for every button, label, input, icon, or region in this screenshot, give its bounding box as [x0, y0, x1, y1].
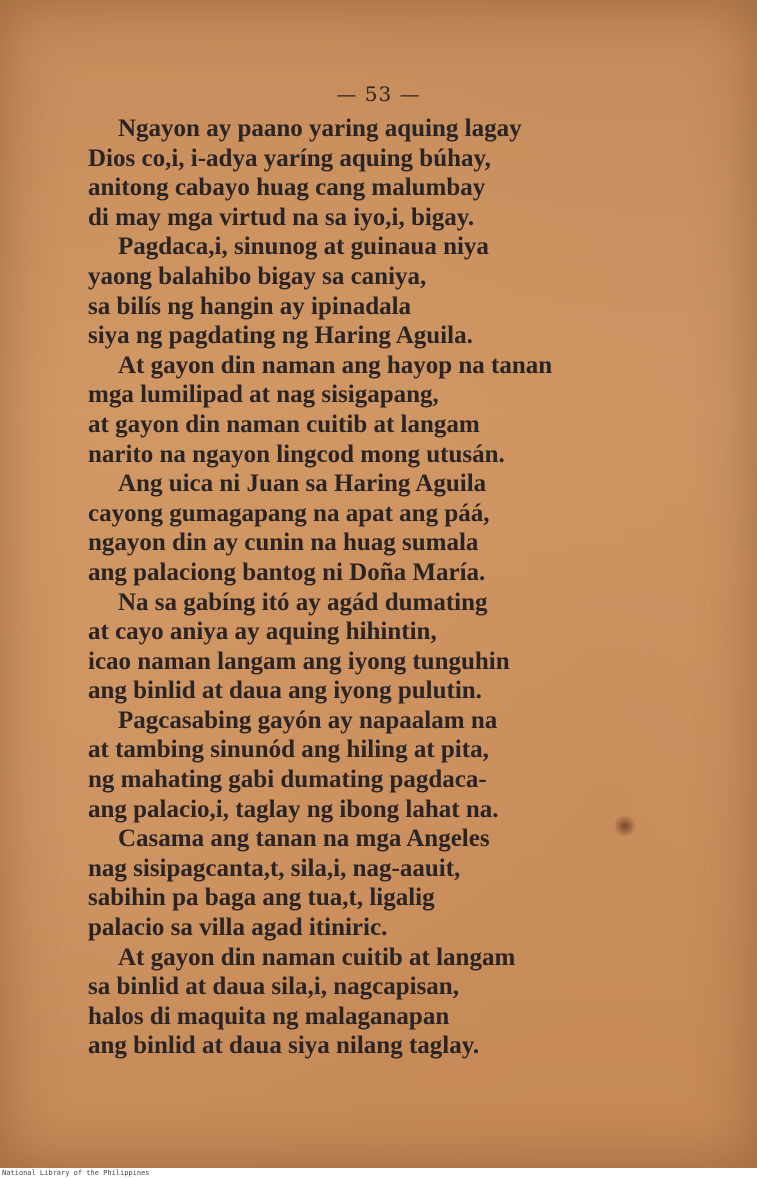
- poem-line: halos di maquita ng malaganapan: [88, 1002, 450, 1030]
- poem-line: ang palaciong bantog ni Doña María.: [88, 558, 486, 586]
- poem-line: at cayo aniya ay aquing hihintin,: [88, 618, 437, 646]
- poem-line: ng mahating gabi dumating pagdaca-: [88, 766, 487, 794]
- stanza: [88, 706, 708, 824]
- poem-line: sa bilís ng hangin ay ipinadala: [88, 292, 412, 320]
- poem-line: Casama ang tanan na mga Angeles: [118, 825, 490, 853]
- poem-line: at gayon din naman cuitib at langam: [88, 410, 480, 438]
- stanza: [88, 469, 708, 587]
- poem-line: at tambing sinunód ang hiling at pita,: [88, 736, 489, 764]
- poem-line: sa binlid at daua sila,i, nagcapisan,: [88, 973, 459, 1001]
- poem-line: Pagdaca,i, sinunog at guinaua niya: [118, 233, 489, 261]
- stanza: [88, 943, 708, 1061]
- poem-line: Dios co,i, i-adya yaríng aquing búhay,: [88, 144, 491, 172]
- stanza: [88, 588, 708, 706]
- poem-line: At gayon din naman cuitib at langam: [118, 943, 516, 971]
- poem-line: anitong cabayo huag cang malumbay: [88, 174, 486, 202]
- page-number: — 53 —: [336, 82, 421, 106]
- poem-line: siya ng pagdating ng Haring Aguila.: [88, 322, 473, 350]
- poem-line: icao naman langam ang iyong tunguhin: [88, 647, 510, 675]
- poem-line: mga lumilipad at nag sisigapang,: [88, 381, 439, 409]
- poem-line: ang palacio,i, taglay ng ibong lahat na.: [88, 795, 499, 823]
- stanza: [88, 114, 708, 232]
- stanza: [88, 824, 708, 942]
- poem-line: cayong gumagapang na apat ang páá,: [88, 499, 490, 527]
- poem-line: Na sa gabíng itó ay agád dumating: [118, 588, 488, 616]
- poem-line: di may mga virtud na sa iyo,i, bigay.: [88, 203, 475, 231]
- poem-text: [88, 114, 708, 1061]
- poem-line: At gayon din naman ang hayop na tanan: [118, 351, 553, 379]
- poem-line: ngayon din ay cunin na huag sumala: [88, 529, 479, 557]
- poem-line: Ngayon ay paano yaring aquing lagay: [118, 115, 522, 142]
- stanza: [88, 232, 708, 350]
- library-credit: National Library of the Philippines: [2, 1169, 150, 1177]
- poem-line: nag sisipagcanta,t, sila,i, nag-aauit,: [88, 854, 461, 882]
- poem-line: ang binlid at daua ang iyong pulutin.: [88, 677, 482, 705]
- poem-line: palacio sa villa agad itiniric.: [88, 914, 388, 942]
- poem-line: ang binlid at daua siya nilang taglay.: [88, 1032, 480, 1060]
- poem-line: yaong balahibo bigay sa caniya,: [88, 262, 427, 290]
- poem-line: Ang uica ni Juan sa Haring Aguila: [118, 470, 487, 498]
- stanza: [88, 351, 708, 469]
- poem-line: sabihin pa baga ang tua,t, ligalig: [88, 884, 435, 912]
- poem-line: Pagcasabing gayón ay napaalam na: [118, 706, 498, 734]
- poem-line: narito na ngayon lingcod mong utusán.: [88, 440, 505, 468]
